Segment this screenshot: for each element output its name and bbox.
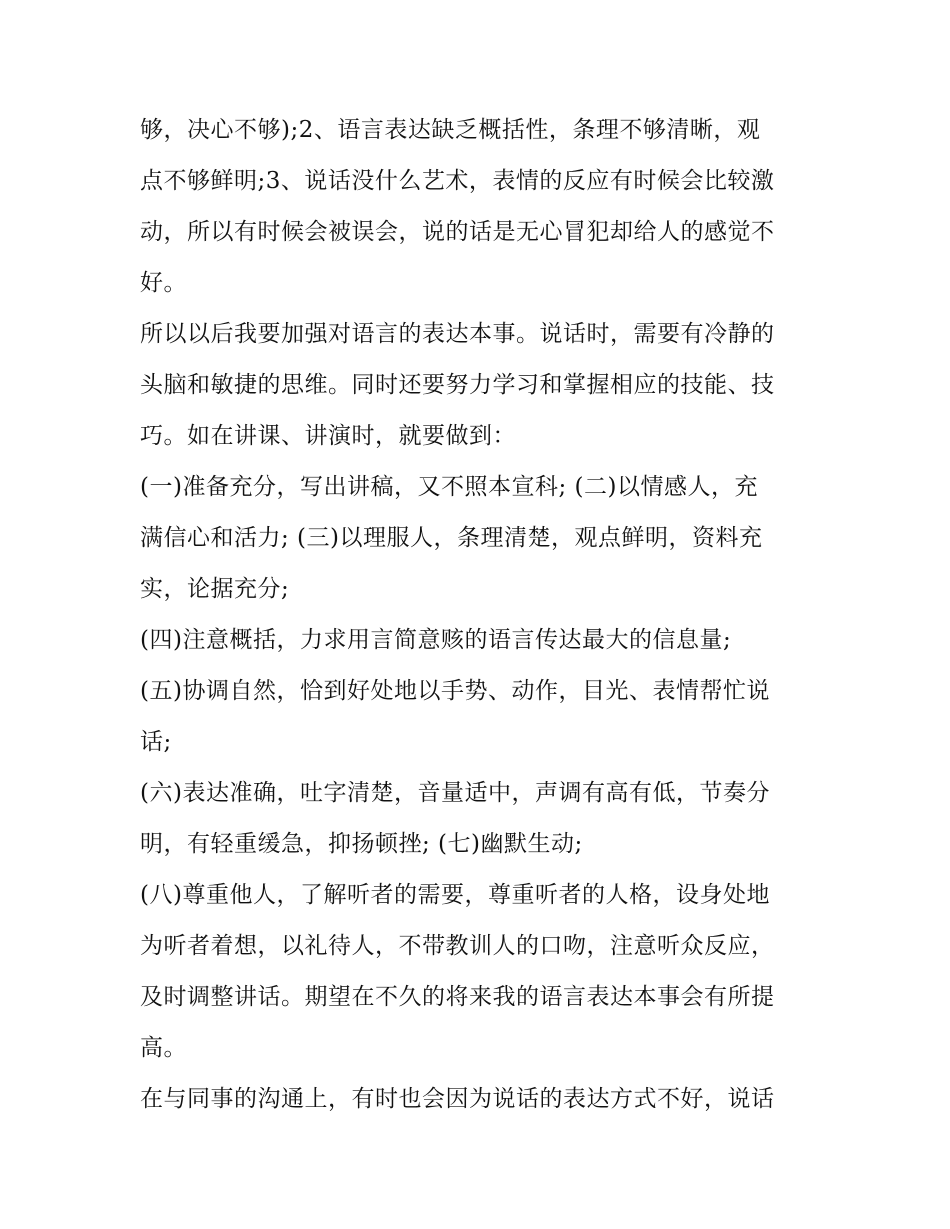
text-line: (五)协调自然，恰到好处地以手势、动作，目光、表情帮忙说 [140,678,770,704]
text-line: 巧。如在讲课、讲演时，就要做到： [140,423,516,449]
text-line: (一)准备充分，写出讲稿，又不照本宣科; (二)以情感人，充 [140,474,758,500]
text-line: (四)注意概括，力求用言简意赅的语言传达最大的信息量; [140,627,732,653]
text-line: 所以以后我要加强对语言的表达本事。说话时，需要有冷静的 [140,321,775,347]
text-line: (八)尊重他人，了解听者的需要，尊重听者的人格，设身处地 [140,882,770,908]
text-line: 点不够鲜明;3、说话没什么艺术，表情的反应有时候会比较激 [140,168,775,194]
text-line: 头脑和敏捷的思维。同时还要努力学习和掌握相应的技能、技 [140,372,775,398]
text-line: 及时调整讲话。期望在不久的将来我的语言表达本事会有所提 [140,984,775,1010]
text-line: 高。 [140,1035,187,1061]
text-line: 为听者着想，以礼待人，不带教训人的口吻，注意听众反应， [140,933,775,959]
text-line: 话; [140,729,172,755]
document-body [140,105,820,1125]
text-line: 在与同事的沟通上，有时也会因为说话的表达方式不好，说话 [140,1086,775,1112]
text-line: (六)表达准确，吐字清楚，音量适中，声调有高有低，节奏分 [140,780,770,806]
text-line: 明，有轻重缓急，抑扬顿挫; (七)幽默生动; [140,831,583,857]
text-line: 动，所以有时候会被误会，说的话是无心冒犯却给人的感觉不 [140,219,775,245]
text-line: 够，决心不够);2、语言表达缺乏概括性，条理不够清晰，观 [140,117,761,143]
text-line: 满信心和活力; (三)以理服人，条理清楚，观点鲜明，资料充 [140,525,763,551]
text-line: 实，论据充分; [140,576,290,602]
text-line: 好。 [140,270,187,296]
